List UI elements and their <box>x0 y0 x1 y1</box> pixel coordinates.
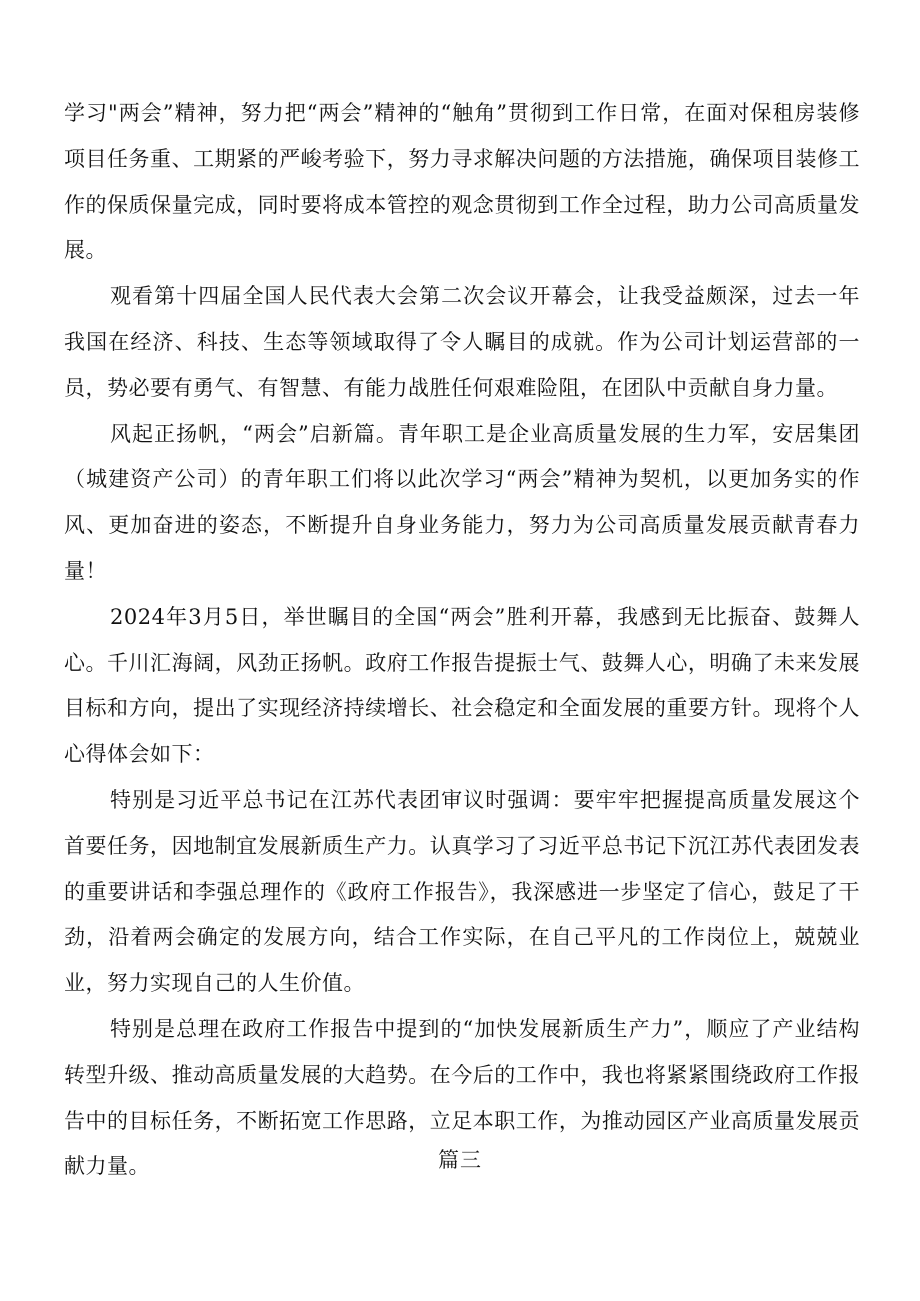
paragraph-4: 2024年3月5日，举世瞩目的全国“两会”胜利开幕，我感到无比振奋、鼓舞人心。千川汇海阔，风劲正扬帆。政府工作报告提振士气、鼓舞人心，明确了未来发展目标和方向，提出了实现经济持续增长、社会稳定和全面发展的重要方针。现将个人心得体会如下： <box>64 604 860 767</box>
paragraph-6: 特别是总理在政府工作报告中提到的“加快发展新质生产力”，顺应了产业结构转型升级、推动高质量发展的大趋势。在今后的工作中，我也将紧紧围绕政府工作报告中的目标任务，不断拓宽工作思路，立足本职工作，为推动园区产业高质量发展贡献力量。 <box>64 1016 860 1179</box>
paragraph-2: 观看第十四届全国人民代表大会第二次会议开幕会，让我受益颇深，过去一年我国在经济、科技、生态等领域取得了令人瞩目的成就。作为公司计划运营部的一员，势必要有勇气、有智慧、有能力战胜任何艰难险阻，在团队中贡献自身力量。 <box>64 284 860 400</box>
section-title: 篇三 <box>438 1148 482 1172</box>
paragraph-3: 风起正扬帆，“两会”启新篇。青年职工是企业高质量发展的生力军，安居集团（城建资产公司）的青年职工们将以此次学习“两会”精神为契机，以更加务实的作风、更加奋进的姿态，不断提升自身业务能力，努力为公司高质量发展贡献青春力量！ <box>64 421 860 583</box>
paragraph-1: 学习"两会”精神，努力把“两会”精神的“触角”贯彻到工作日常，在面对保租房装修项目任务重、工期紧的严峻考验下，努力寻求解决问题的方法措施，确保项目装修工作的保质保量完成，同时要将成本管控的观念贯彻到工作全过程，助力公司高质量发展。 <box>64 101 860 263</box>
document-body <box>64 91 860 1190</box>
paragraph-5: 特别是习近平总书记在江苏代表团审议时强调：要牢牢把握提高质量发展这个首要任务，因地制宜发展新质生产力。认真学习了习近平总书记下沉江苏代表团发表的重要讲话和李强总理作的《政府工作报告》，我深感进一步坚定了信心，鼓足了干劲，沿着两会确定的发展方向，结合工作实际，在自己平凡的工作岗位上，兢兢业业，努力实现自己的人生价值。 <box>64 787 860 996</box>
